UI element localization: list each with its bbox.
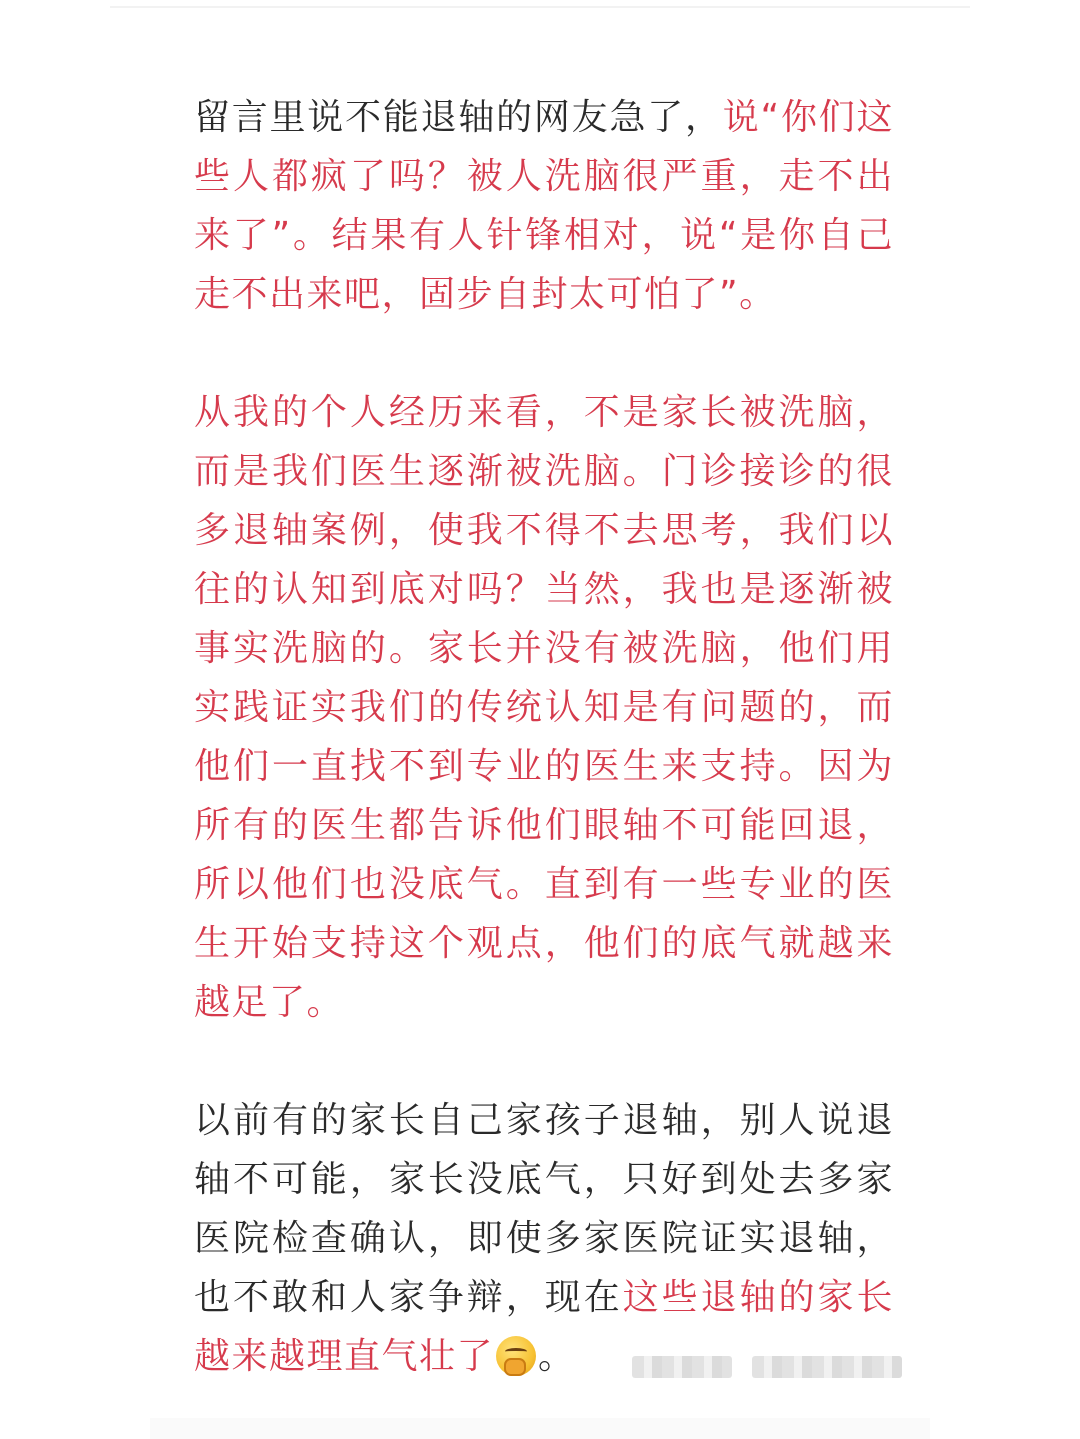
paragraph-3-highlight-text: 这些退轴的家长越来越理直气壮了 bbox=[194, 1277, 894, 1377]
bottom-divider bbox=[150, 1418, 930, 1439]
paragraph-3 bbox=[194, 1091, 894, 1386]
watermark-block-1 bbox=[632, 1356, 732, 1378]
top-divider bbox=[110, 6, 970, 8]
paragraph-2-highlight-text: 从我的个人经历来看，不是家长被洗脑，而是我们医生逐渐被洗脑。门诊接诊的很多退轴案例，使我不得不去思考，我们以往的认知到底对吗？当然，我也是逐渐被事实洗脑的。家长并没有被洗脑，他们用实践证实我们的传统认知是有问题的，而他们一直找不到专业的医生来支持。因为所有的医生都告诉他们眼轴不可能回退，所以他们也没底气。直到有一些专业的医生开始支持这个观点，他们的底气就越来越足了。 bbox=[194, 392, 894, 1023]
blurred-watermark bbox=[632, 1356, 912, 1382]
paragraph-2 bbox=[194, 383, 894, 1032]
article-body bbox=[194, 88, 894, 1386]
paragraph-3-tail: 。 bbox=[538, 1336, 576, 1377]
watermark-block-2 bbox=[752, 1356, 902, 1378]
paragraph-3-plain-text: 以前有的家长自己家孩子退轴，别人说退轴不可能，家长没底气，只好到处去多家医院检查确认，即使多家医院证实退轴，也不敢和人家争辩，现在 bbox=[194, 1100, 894, 1318]
paragraph-1 bbox=[194, 88, 894, 324]
thinking-face-emoji-icon bbox=[496, 1336, 536, 1376]
paragraph-1-highlight-text: 说“你们这些人都疯了吗？被人洗脑很严重，走不出来了”。结果有人针锋相对，说“是你自己走不出来吧，固步自封太可怕了”。 bbox=[194, 97, 894, 315]
paragraph-1-plain-text: 留言里说不能退轴的网友急了， bbox=[194, 97, 723, 138]
